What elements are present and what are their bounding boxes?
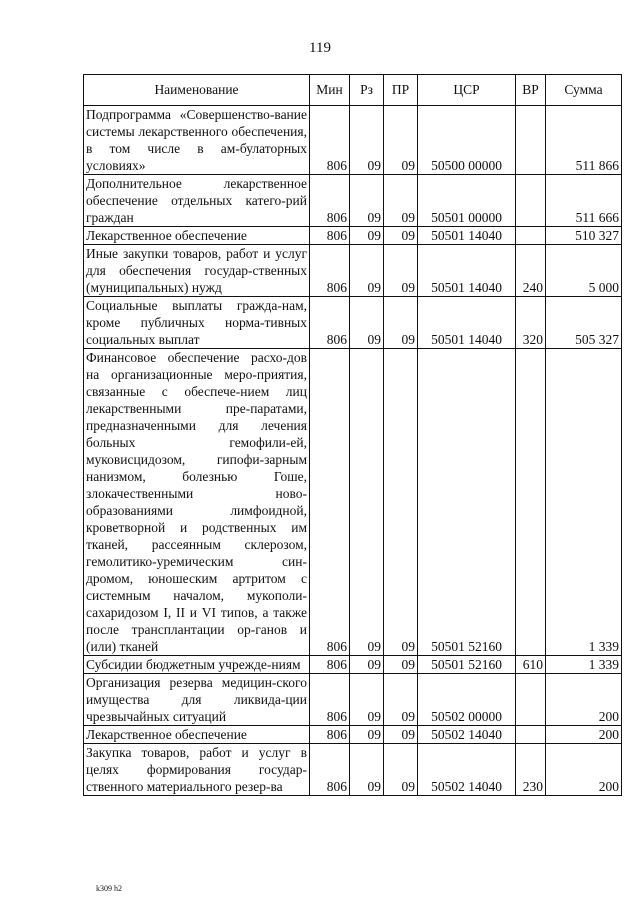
cell-pr: 09 xyxy=(384,245,418,297)
cell-rz: 09 xyxy=(350,297,384,349)
cell-vr xyxy=(516,175,546,227)
header-vr: ВР xyxy=(516,75,546,106)
cell-csr: 50502 00000 xyxy=(418,674,516,726)
cell-name: Социальные выплаты гражда-нам, кроме публичных норма-тивных социальных выплат xyxy=(84,297,310,349)
table-row xyxy=(84,297,622,349)
table-row xyxy=(84,227,622,245)
cell-min: 806 xyxy=(310,349,350,656)
table-row xyxy=(84,656,622,674)
cell-pr: 09 xyxy=(384,175,418,227)
cell-pr: 09 xyxy=(384,349,418,656)
cell-sum: 1 339 xyxy=(546,656,622,674)
cell-csr: 50501 14040 xyxy=(418,245,516,297)
cell-rz: 09 xyxy=(350,674,384,726)
cell-csr: 50501 14040 xyxy=(418,227,516,245)
header-min: Мин xyxy=(310,75,350,106)
cell-min: 806 xyxy=(310,744,350,796)
cell-csr: 50501 14040 xyxy=(418,297,516,349)
cell-min: 806 xyxy=(310,674,350,726)
cell-min: 806 xyxy=(310,175,350,227)
table-row xyxy=(84,744,622,796)
cell-vr xyxy=(516,674,546,726)
cell-csr: 50502 14040 xyxy=(418,726,516,744)
cell-csr: 50500 00000 xyxy=(418,106,516,175)
cell-sum: 5 000 xyxy=(546,245,622,297)
cell-sum: 200 xyxy=(546,674,622,726)
cell-min: 806 xyxy=(310,726,350,744)
cell-csr: 50501 00000 xyxy=(418,175,516,227)
cell-rz: 09 xyxy=(350,726,384,744)
table-row xyxy=(84,674,622,726)
cell-rz: 09 xyxy=(350,656,384,674)
cell-vr: 610 xyxy=(516,656,546,674)
cell-min: 806 xyxy=(310,227,350,245)
cell-rz: 09 xyxy=(350,106,384,175)
cell-pr: 09 xyxy=(384,726,418,744)
cell-sum: 505 327 xyxy=(546,297,622,349)
budget-table xyxy=(83,74,622,796)
cell-pr: 09 xyxy=(384,106,418,175)
cell-vr xyxy=(516,726,546,744)
cell-csr: 50501 52160 xyxy=(418,349,516,656)
cell-name: Закупка товаров, работ и услуг в целях формирования государ-ственного материального резер-ва xyxy=(84,744,310,796)
cell-name: Подпрограмма «Совершенство-вание системы лекарственного обеспечения, в том числе в ам-булаторных условиях» xyxy=(84,106,310,175)
cell-vr xyxy=(516,227,546,245)
cell-pr: 09 xyxy=(384,227,418,245)
header-pr: ПР xyxy=(384,75,418,106)
cell-rz: 09 xyxy=(350,744,384,796)
cell-rz: 09 xyxy=(350,349,384,656)
cell-vr xyxy=(516,349,546,656)
cell-name: Иные закупки товаров, работ и услуг для обеспечения государ-ственных (муниципальных) нужд xyxy=(84,245,310,297)
header-csr: ЦСР xyxy=(418,75,516,106)
cell-sum: 1 339 xyxy=(546,349,622,656)
cell-name: Организация резерва медицин-ского имущества для ликвида-ции чрезвычайных ситуаций xyxy=(84,674,310,726)
table-row xyxy=(84,349,622,656)
cell-sum: 511 666 xyxy=(546,175,622,227)
cell-vr: 320 xyxy=(516,297,546,349)
cell-name: Лекарственное обеспечение xyxy=(84,227,310,245)
cell-sum: 200 xyxy=(546,744,622,796)
cell-sum: 200 xyxy=(546,726,622,744)
table-row xyxy=(84,245,622,297)
cell-csr: 50502 14040 xyxy=(418,744,516,796)
cell-name: Дополнительное лекарственное обеспечение отдельных катего-рий граждан xyxy=(84,175,310,227)
cell-vr: 240 xyxy=(516,245,546,297)
footer-code: k309 h2 xyxy=(96,884,122,893)
cell-pr: 09 xyxy=(384,656,418,674)
header-sum: Сумма xyxy=(546,75,622,106)
cell-name: Лекарственное обеспечение xyxy=(84,726,310,744)
table-row xyxy=(84,175,622,227)
header-rz: Рз xyxy=(350,75,384,106)
cell-min: 806 xyxy=(310,245,350,297)
header-name: Наименование xyxy=(84,75,310,106)
cell-rz: 09 xyxy=(350,227,384,245)
cell-csr: 50501 52160 xyxy=(418,656,516,674)
cell-min: 806 xyxy=(310,106,350,175)
cell-pr: 09 xyxy=(384,744,418,796)
cell-vr xyxy=(516,106,546,175)
page-number: 119 xyxy=(309,40,331,56)
cell-pr: 09 xyxy=(384,297,418,349)
cell-sum: 511 866 xyxy=(546,106,622,175)
cell-name: Финансовое обеспечение расхо-дов на организационные меро-приятия, связанные с обеспече-нием лиц лекарственными пре-паратами, предназначенными для лечения больных гемофили-ей, муковисцидозом, гипофи-зарным нанизмом, болезнью Гоше, злокачественными ново-образованиями лимфоидной, кроветворной и родственных им тканей, рассеянным склерозом, гемолитико-уремическим син-дромом, юношеским артритом с системным началом, мукополи-сахаридозом I, II и VI типов, а также после трансплантации ор-ганов и (или) тканей xyxy=(84,349,310,656)
table-row xyxy=(84,726,622,744)
cell-min: 806 xyxy=(310,656,350,674)
header-row xyxy=(84,75,622,106)
cell-vr: 230 xyxy=(516,744,546,796)
cell-sum: 510 327 xyxy=(546,227,622,245)
table-row xyxy=(84,106,622,175)
cell-rz: 09 xyxy=(350,245,384,297)
cell-name: Субсидии бюджетным учрежде-ниям xyxy=(84,656,310,674)
cell-pr: 09 xyxy=(384,674,418,726)
cell-rz: 09 xyxy=(350,175,384,227)
cell-min: 806 xyxy=(310,297,350,349)
